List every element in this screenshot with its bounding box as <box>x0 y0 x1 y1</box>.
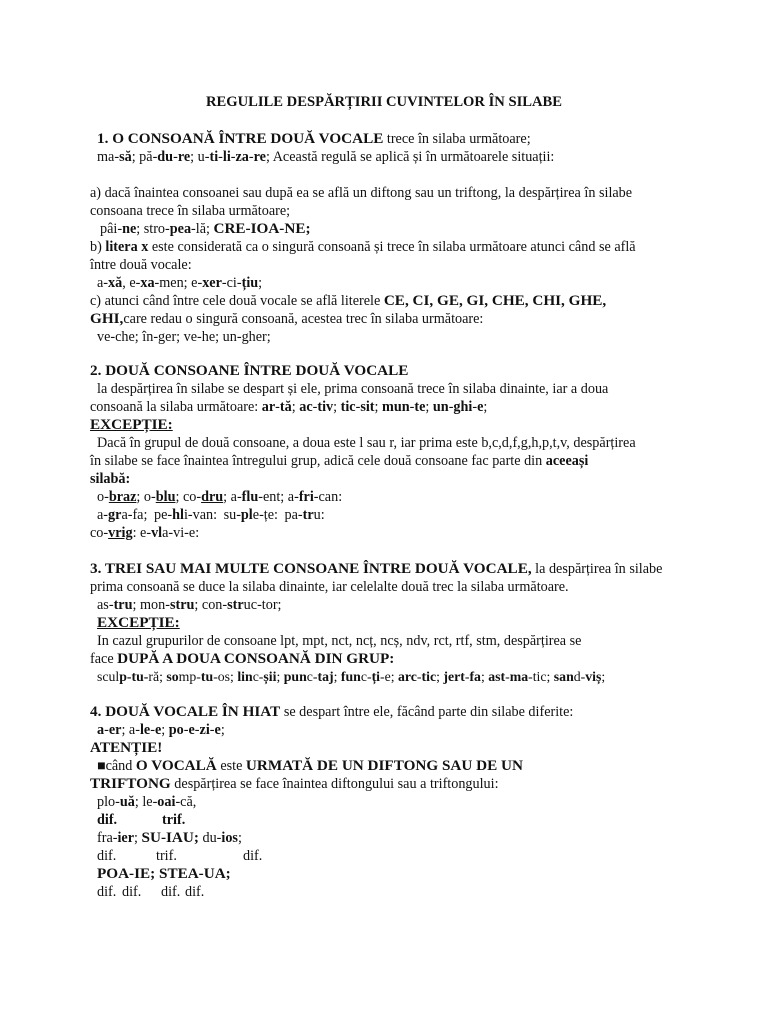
hiatus-label-1b: trif. <box>162 812 186 828</box>
hiatus-label-3a: dif. <box>97 884 117 900</box>
section-2-heading: 2. DOUĂ CONSOANE ÎNTRE DOUĂ VOCALE <box>90 362 409 379</box>
rule-c-example: ve-che; în-ger; ve-he; un-gher; <box>97 329 271 345</box>
rule-a-line-1: a) dacă înaintea consoanei sau după ea se află un diftong sau un triftong, la despărțirea în silabe <box>90 185 633 201</box>
section-3-line-1: prima consoană se duce la silaba dinainte, iar celelalte două trec la silaba următoare. <box>90 579 569 595</box>
attention-line-1: ■când O VOCALĂ este URMATĂ DE UN DIFTONG SAU DE UN <box>97 757 523 774</box>
hiatus-label-3b: dif. <box>122 884 142 900</box>
exception-1-line-2: în silabe se face înaintea întregului grup, adică cele două consoane fac parte din aceeași <box>90 453 589 469</box>
section-2-line-2: consoană la silaba următoare: ar-tă; ac-tiv; tic-sit; mun-te; un-ghi-e; <box>90 399 488 415</box>
attention-line-2: TRIFTONG despărțirea se face înaintea diftongului sau a triftongului: <box>90 775 499 792</box>
hiatus-example-3: POA-IE; STEA-UA; <box>97 865 231 882</box>
hiatus-example-1: plo-uă; le-oai-că, <box>97 794 197 810</box>
hiatus-label-2a: dif. <box>97 848 117 864</box>
exception-1-line-1: Dacă în grupul de două consoane, a doua este l sau r, iar prima este b,c,d,f,g,h,p,t,v, despărțirea <box>97 435 636 451</box>
hiatus-label-2c: dif. <box>243 848 263 864</box>
section-4-example: a-er; a-le-e; po-e-zi-e; <box>97 722 225 738</box>
hiatus-label-2b: trif. <box>156 848 177 864</box>
section-4-heading: 4. DOUĂ VOCALE ÎN HIAT se despart între ele, făcând parte din silabe diferite: <box>90 703 574 720</box>
rule-b-example: a-xă, e-xa-men; e-xer-ci-țiu; <box>97 275 263 291</box>
exception-2-example: sculp-tu-ră; somp-tu-os; linc-șii; punc-taj; func-ți-e; arc-tic; jert-fa; ast-ma-tic; sand-viș; <box>97 669 606 684</box>
section-3-heading: 3. TREI SAU MAI MULTE CONSOANE ÎNTRE DOUĂ VOCALE, la despărțirea în silabe <box>90 560 663 577</box>
section-1-example: ma-să; pă-du-re; u-ti-li-za-re; Această regulă se aplică și în următoarele situații: <box>97 149 555 165</box>
section-3-example: as-tru; mon-stru; con-struc-tor; <box>97 597 282 613</box>
exception-1-example-3: co-vrig: e-vla-vi-e: <box>90 525 200 541</box>
section-2-line-1: la despărțirea în silabe se despart și ele, prima consoană trece în silaba dinainte, iar a doua <box>97 381 609 397</box>
hiatus-label-1a: dif. <box>97 812 118 828</box>
exception-heading-2: EXCEPȚIE: <box>97 614 180 631</box>
exception-1-example-1: o-braz; o-blu; co-dru; a-flu-ent; a-fri-can: <box>97 489 343 505</box>
hiatus-example-2: fra-ier; SU-IAU; du-ios; <box>97 829 242 846</box>
rule-c-line-1: c) atunci când între cele două vocale se află literele CE, CI, GE, GI, CHE, CHI, GHE, <box>90 292 607 309</box>
hiatus-label-3c: dif. <box>161 884 181 900</box>
exception-1-example-2: a-gra-fa; pe-hli-van: su-ple-țe: pa-tru: <box>97 507 325 523</box>
rule-a-line-2: consoana trece în silaba următoare; <box>90 203 291 219</box>
hiatus-label-3d: dif. <box>185 884 205 900</box>
exception-1-line-3: silabă: <box>90 471 131 487</box>
exception-2-line-2: face DUPĂ A DOUA CONSOANĂ DIN GRUP: <box>90 650 395 667</box>
rule-c-line-2: GHI,care redau o singură consoană, acestea trec în silaba următoare: <box>90 310 484 327</box>
section-1-heading: 1. O CONSOANĂ ÎNTRE DOUĂ VOCALE trece în silaba următoare; <box>97 130 531 147</box>
rule-b-line-1: b) litera x este considerată ca o singură consoană și trece în silaba următoare atunci când se află <box>90 239 636 255</box>
document-title: REGULILE DESPĂRȚIRII CUVINTELOR ÎN SILABE <box>205 94 562 110</box>
exception-heading-1: EXCEPȚIE: <box>90 416 173 433</box>
rule-b-line-2: între două vocale: <box>90 257 192 273</box>
attention-heading: ATENȚIE! <box>90 739 163 756</box>
exception-2-line-1: In cazul grupurilor de consoane lpt, mpt, nct, ncț, ncș, ndv, rct, rtf, stm, despărțirea se <box>97 633 582 649</box>
rule-a-example: pâi-ne; stro-pea-lă; CRE-IOA-NE; <box>100 220 311 237</box>
